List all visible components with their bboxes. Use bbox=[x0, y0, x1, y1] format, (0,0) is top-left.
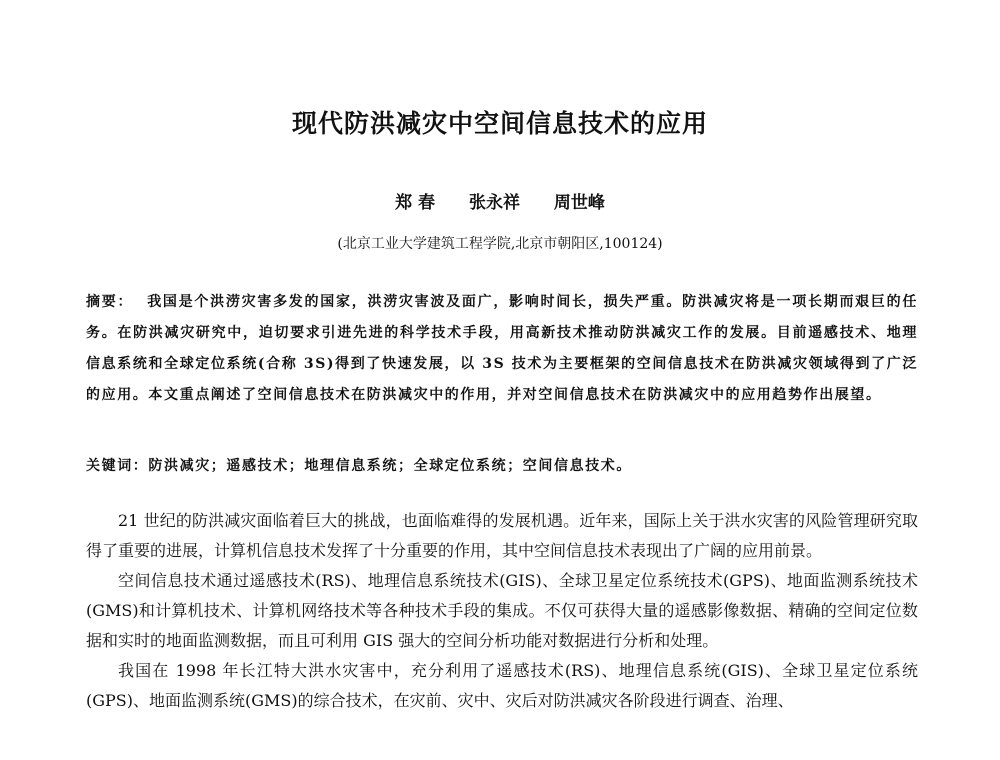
author-affiliation: (北京工业大学建筑工程学院,北京市朝阳区,100124) bbox=[337, 236, 663, 252]
abstract bbox=[86, 287, 918, 411]
body-text bbox=[86, 506, 918, 716]
keywords-label: 关键词： bbox=[86, 458, 149, 474]
paper-title: 现代防洪减灾中空间信息技术的应用 bbox=[291, 109, 708, 138]
author-name: 周世峰 bbox=[553, 193, 605, 213]
body-paragraph: 空间信息技术通过遥感技术(RS)、地理信息系统技术(GIS)、全球卫星定位系统技术(GPS)、地面监测系统技术(GMS)和计算机技术、计算机网络技术等各种技术手段的集成。不仅可获得大量的遥感影像数据、精确的空间定位数据和实时的地面监测数据，而且可利用 GIS 强大的空间分析功能对数据进行分析和处理。 bbox=[86, 571, 918, 650]
keywords bbox=[86, 455, 918, 475]
abstract-label: 摘要： bbox=[86, 294, 134, 310]
body-paragraph: 21 世纪的防洪减灾面临着巨大的挑战，也面临难得的发展机遇。近年来，国际上关于洪水灾害的风险管理研究取得了重要的进展，计算机信息技术发挥了十分重要的作用，其中空间信息技术表现出了广阔的应用前景。 bbox=[86, 511, 918, 560]
body-paragraph: 我国在 1998 年长江特大洪水灾害中，充分利用了遥感技术(RS)、地理信息系统(GIS)、全球卫星定位系统(GPS)、地面监测系统(GMS)的综合技术，在灾前、灾中、灾后对防洪减灾各阶段进行调查、治理、 bbox=[86, 661, 918, 710]
abstract-text: 我国是个洪涝灾害多发的国家，洪涝灾害波及面广，影响时间长，损失严重。防洪减灾将是一项长期而艰巨的任务。在防洪减灾研究中，迫切要求引进先进的科学技术手段，用高新技术推动防洪减灾工作的发展。目前遥感技术、地理信息系统和全球定位系统(合称 3S)得到了快速发展，以 3S 技术为主要框架的空间信息技术在防洪减灾领域得到了广泛的应用。本文重点阐述了空间信息技术在防洪减灾中的作用，并对空间信息技术在防洪减灾中的应用趋势作出展望。 bbox=[86, 294, 918, 403]
author-list bbox=[0, 188, 1000, 213]
author-name: 张永祥 bbox=[468, 193, 520, 213]
keywords-text: 防洪减灾；遥感技术；地理信息系统；全球定位系统；空间信息技术。 bbox=[148, 458, 633, 474]
author-name: 郑 春 bbox=[395, 193, 436, 213]
